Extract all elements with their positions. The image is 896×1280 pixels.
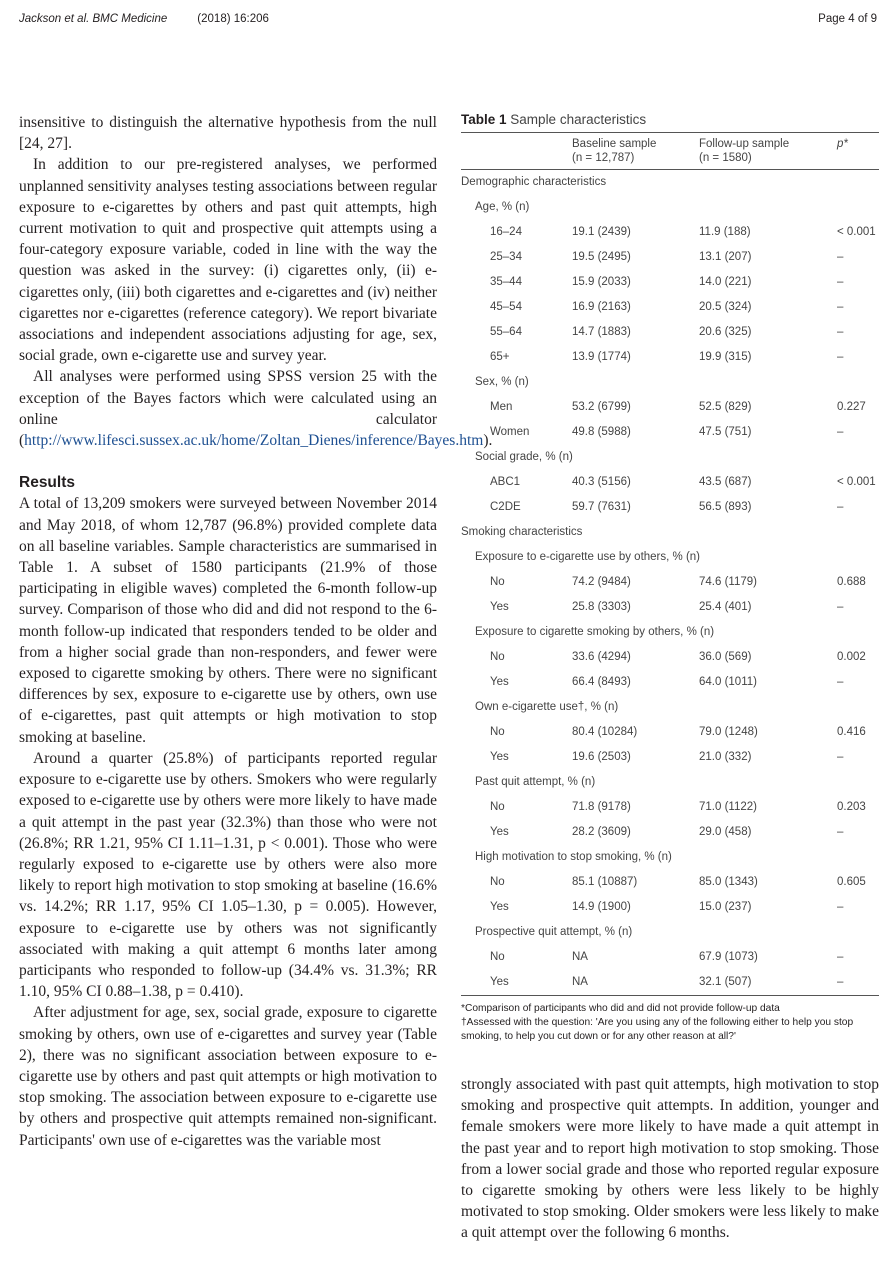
followup-value: 43.5 (687) — [699, 476, 752, 488]
table-row — [461, 295, 879, 320]
row-label: 45–54 — [490, 301, 522, 313]
p-value: – — [837, 901, 844, 913]
table-row — [461, 245, 879, 270]
followup-value: 19.9 (315) — [699, 351, 752, 363]
p-value: – — [837, 951, 844, 963]
table-row — [461, 945, 879, 970]
table-row — [461, 170, 879, 195]
p-value: – — [837, 301, 844, 313]
row-label: Own e-cigarette use†, % (n) — [475, 701, 619, 713]
row-label: Exposure to cigarette smoking by others, % (n) — [475, 626, 715, 638]
baseline-value: 66.4 (8493) — [572, 676, 631, 688]
paragraph: After adjustment for age, sex, social grade, exposure to cigarette smoking by others, own use of e-cigarettes and survey year (Table 2), there was no significant association between exposure to e-cigarette use by others and past quit attempts or high motivation to stop smoking. The association between exposure to e-cigarette use by others and prospective quit attempts remained non-significant. Participants' own use of e-cigarettes was the variable most — [19, 1004, 437, 1149]
baseline-value: 59.7 (7631) — [572, 501, 631, 513]
followup-value: 52.5 (829) — [699, 401, 752, 413]
row-label: Sex, % (n) — [475, 376, 529, 388]
baseline-value: 74.2 (9484) — [572, 576, 631, 588]
table-row — [461, 445, 879, 470]
followup-value: 20.5 (324) — [699, 301, 752, 313]
baseline-value: 19.6 (2503) — [572, 751, 631, 763]
followup-value: 14.0 (221) — [699, 276, 752, 288]
table-row — [461, 895, 879, 920]
p-value: 0.605 — [837, 876, 866, 888]
p-value: 0.203 — [837, 801, 866, 813]
p-value: – — [837, 251, 844, 263]
table-row — [461, 620, 879, 645]
p-value: < 0.001 — [837, 476, 876, 488]
table-row — [461, 420, 879, 445]
table-row — [461, 270, 879, 295]
followup-value: 85.0 (1343) — [699, 876, 758, 888]
table-row — [461, 720, 879, 745]
row-label: High motivation to stop smoking, % (n) — [475, 851, 672, 863]
p-value: – — [837, 976, 844, 988]
row-label: Yes — [490, 601, 509, 613]
table-row — [461, 820, 879, 845]
followup-value: 11.9 (188) — [699, 226, 751, 238]
table-row — [461, 670, 879, 695]
footnote: *Comparison of participants who did and did not provide follow-up data — [461, 1003, 780, 1014]
followup-value: 79.0 (1248) — [699, 726, 758, 738]
followup-value: 47.5 (751) — [699, 426, 752, 438]
row-label: No — [490, 651, 505, 663]
row-label: 35–44 — [490, 276, 522, 288]
table-row — [461, 870, 879, 895]
row-label: 16–24 — [490, 226, 522, 238]
row-label: Past quit attempt, % (n) — [475, 776, 596, 788]
baseline-value: 85.1 (10887) — [572, 876, 638, 888]
journal-citation: Jackson et al. BMC Medicine — [19, 13, 168, 25]
row-label: Women — [490, 426, 530, 438]
baseline-value: 16.9 (2163) — [572, 301, 631, 313]
row-label: Yes — [490, 751, 509, 763]
page-number: Page 4 of 9 — [818, 13, 877, 25]
table-row — [461, 470, 879, 495]
p-value: – — [837, 751, 844, 763]
row-label: No — [490, 876, 505, 888]
p-value: 0.688 — [837, 576, 866, 588]
table-row — [461, 370, 879, 395]
row-label: Demographic characteristics — [461, 176, 607, 188]
baseline-value: 25.8 (3303) — [572, 601, 631, 613]
table-row — [461, 520, 879, 545]
followup-value: 64.0 (1011) — [699, 676, 757, 688]
paragraph: strongly associated with past quit attempts, high motivation to stop smoking and prospective quit attempts. In addition, younger and female smokers were more likely to have made a quit attempt in the past year and to report high motivation to stop smoking. Those from a lower social grade and those who reported regular exposure to cigarette smoking by others were less likely to be highly motivated to stop smoking. Older smokers were less likely to make a quit attempt over the following 6 months. — [461, 1076, 879, 1242]
table-caption: Table 1 Sample characteristics — [461, 112, 879, 133]
followup-value: 71.0 (1122) — [699, 801, 757, 813]
results-heading: Results — [19, 474, 75, 492]
followup-value: 20.6 (325) — [699, 326, 752, 338]
table-row — [461, 195, 879, 220]
row-label: No — [490, 951, 505, 963]
table-1 — [461, 112, 879, 1044]
followup-value: 74.6 (1179) — [699, 576, 757, 588]
baseline-value: 71.8 (9178) — [572, 801, 631, 813]
table-row — [461, 845, 879, 870]
p-value: – — [837, 826, 844, 838]
row-label: Yes — [490, 976, 509, 988]
baseline-value: NA — [572, 976, 588, 988]
table-row — [461, 795, 879, 820]
row-label: Yes — [490, 676, 509, 688]
col-header-p: p* — [837, 138, 848, 150]
table-row — [461, 220, 879, 245]
followup-value: 32.1 (507) — [699, 976, 752, 988]
row-label: Exposure to e-cigarette use by others, % (n) — [475, 551, 700, 563]
table-row — [461, 745, 879, 770]
followup-value: 56.5 (893) — [699, 501, 752, 513]
paragraph: Around a quarter (25.8%) of participants reported regular exposure to e-cigarette use by others. Smokers who were regularly exposed to e-cigarette use by others were more likely to have made a quit attempt in the past year (32.3%) than those who were not (26.8%; RR 1.21, 95% CI 1.11–1.31, p < 0.001). Those who were regularly exposed to e-cigarette use by others were also more likely to report high motivation to stop smoking at baseline (16.6% vs. 14.2%; RR 1.17, 95% CI 1.05–1.30, p = 0.005). However, exposure to e-cigarette use by others was not significantly associated with making a quit attempt 6 months later among participants who responded to follow-up (34.4% vs. 31.3%; RR 1.10, 95% CI 0.88–1.38, p = 0.410). — [19, 749, 437, 1001]
baseline-value: 33.6 (4294) — [572, 651, 631, 663]
row-label: Yes — [490, 901, 509, 913]
paragraph: In addition to our pre-registered analyses, we performed unplanned sensitivity analyses testing associations between regular exposure to e-cigarettes by others and past quit attempts, high current motivation to quit and prospective quit attempts using a four-category exposure variable, coded in line with the way the question was asked in the survey: (i) cigarettes only, (ii) e-cigarettes only, (iii) both cigarettes and e-cigarettes and (iv) neither cigarettes nor e-cigarettes (reference category). We report bivariate associations and independent associations adjusting for age, sex, social grade, own e-cigarette use and survey year. — [19, 156, 437, 365]
table-row — [461, 920, 879, 945]
p-value: 0.227 — [837, 401, 866, 413]
col-header-baseline: Baseline sample (n = 12,787) — [572, 138, 657, 164]
row-label: Social grade, % (n) — [475, 451, 573, 463]
left-column — [19, 112, 493, 1151]
p-value: – — [837, 326, 844, 338]
table-row — [461, 320, 879, 345]
followup-value: 13.1 (207) — [699, 251, 752, 263]
baseline-value: NA — [572, 951, 588, 963]
followup-value: 21.0 (332) — [699, 751, 752, 763]
row-label: Men — [490, 401, 513, 413]
table-body — [461, 170, 879, 995]
table-row — [461, 970, 879, 995]
footnote: †Assessed with the question: 'Are you using any of the following either to help you stop smoking, to help you cut down or for any other reason at all?' — [461, 1017, 854, 1042]
p-value: – — [837, 676, 844, 688]
table-row — [461, 545, 879, 570]
baseline-value: 49.8 (5988) — [572, 426, 631, 438]
paragraph: All analyses were performed using SPSS version 25 with the exception of the Bayes factors which were calculated using an online calculator (http://www.lifesci.sussex.ac.uk/home/Zoltan_Dienes/inference/Bayes.htm). — [19, 368, 493, 450]
baseline-value: 40.3 (5156) — [572, 476, 631, 488]
row-label: 25–34 — [490, 251, 522, 263]
row-label: 65+ — [490, 351, 510, 363]
row-label: Prospective quit attempt, % (n) — [475, 926, 633, 938]
followup-value: 29.0 (458) — [699, 826, 752, 838]
followup-value: 67.9 (1073) — [699, 951, 758, 963]
table-row — [461, 695, 879, 720]
bayes-calculator-link[interactable]: http://www.lifesci.sussex.ac.uk/home/Zoltan_Dienes/inference/Bayes.htm — [24, 432, 484, 450]
row-label: Age, % (n) — [475, 201, 530, 213]
p-value: 0.416 — [837, 726, 866, 738]
p-value: – — [837, 351, 844, 363]
p-value: < 0.001 — [837, 226, 876, 238]
row-label: Yes — [490, 826, 509, 838]
table-row — [461, 570, 879, 595]
volume-info: (2018) 16:206 — [197, 13, 269, 25]
table-row — [461, 495, 879, 520]
baseline-value: 14.9 (1900) — [572, 901, 631, 913]
paragraph: insensitive to distinguish the alternative hypothesis from the null [24, 27]. — [19, 114, 437, 153]
table-row — [461, 645, 879, 670]
baseline-value: 80.4 (10284) — [572, 726, 638, 738]
baseline-value: 28.2 (3609) — [572, 826, 631, 838]
baseline-value: 13.9 (1774) — [572, 351, 631, 363]
p-value: – — [837, 426, 844, 438]
table-footnotes — [461, 1002, 879, 1044]
baseline-value: 14.7 (1883) — [572, 326, 631, 338]
row-label: No — [490, 801, 505, 813]
followup-value: 36.0 (569) — [699, 651, 752, 663]
p-value: – — [837, 501, 844, 513]
table-row — [461, 595, 879, 620]
baseline-value: 53.2 (6799) — [572, 401, 631, 413]
p-value: – — [837, 276, 844, 288]
row-label: No — [490, 576, 505, 588]
row-label: Smoking characteristics — [461, 526, 583, 538]
paragraph: A total of 13,209 smokers were surveyed between November 2014 and May 2018, of whom 12,787 (96.8%) provided complete data on all baseline variables. Sample characteristics are summarised in Table 1. A subset of 1580 participants (21.9% of those participating in eligible waves) completed the 6-month follow-up survey. Comparison of those who did and did not respond to the 6-month follow-up indicated that responders tended to be older and from a higher social grade than non-responders, and fewer were exposed to cigarette smoking by others. There were no significant differences by sex, exposure to e-cigarette use by others, own use of e-cigarettes, past quit attempts or high motivation to stop smoking at baseline. — [19, 495, 437, 746]
baseline-value: 15.9 (2033) — [572, 276, 631, 288]
row-label: ABC1 — [490, 476, 521, 488]
row-label: C2DE — [490, 501, 521, 513]
row-label: No — [490, 726, 505, 738]
followup-value: 15.0 (237) — [699, 901, 752, 913]
baseline-value: 19.1 (2439) — [572, 226, 631, 238]
table-row — [461, 770, 879, 795]
baseline-value: 19.5 (2495) — [572, 251, 631, 263]
p-value: – — [837, 601, 844, 613]
p-value: 0.002 — [837, 651, 866, 663]
table-row — [461, 345, 879, 370]
table-header — [461, 137, 879, 169]
table-row — [461, 395, 879, 420]
col-header-followup: Follow-up sample (n = 1580) — [699, 138, 790, 164]
row-label: 55–64 — [490, 326, 522, 338]
followup-value: 25.4 (401) — [699, 601, 752, 613]
running-header — [19, 13, 269, 25]
